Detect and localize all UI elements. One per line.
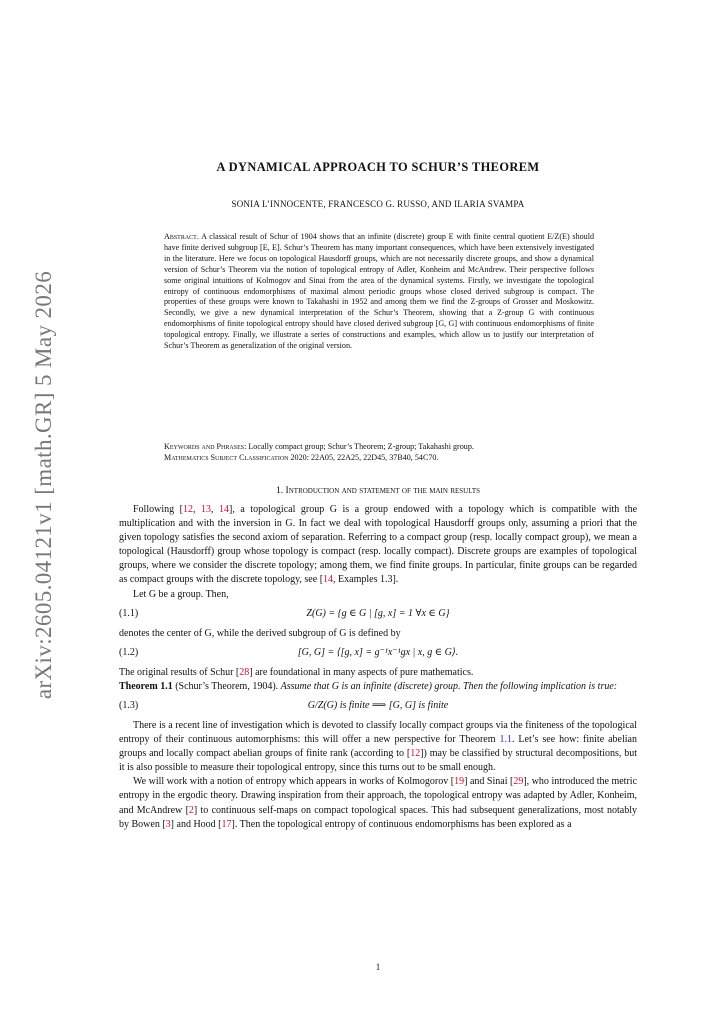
abstract-text: A classical result of Schur of 1904 shows that an infinite (discrete) group E with finite central quotient E/Z(E) should have finite derived subgroup [E, E]. Schur’s Theorem has many important consequences, which have been extensively investigated in the literature. Here we focus on topological Hausdorff groups, which are not necessarily discrete groups, and show a dynamical version of Schur’s Theorem via the notion of topological entropy of Adler, Konheim and McAndrew. Their perspective follows some original intuitions of Kolmogov and Sinai from the area of the dynamical systems. Firstly, we investigate the topological entropy of continuous endomorphisms of maximal almost periodic groups whose closed derived subgroup is compact. The properties of these groups were known to Takahashi in 1952 and among them we find the Z-groups of Grosser and Moskowitz. Secondly, we give a new dynamical interpretation of the Schur’s Theorem, showing that a Z-group G with continuous endomorphisms of finite topological entropy should have closed derived subgroup [G, G] with continuous endomorphisms of finite topological entropy. Finally, we illustrate a series of constructions and examples, which allow us to justify our interpretation of Schur’s Theorem as generalization of the original version. — [164, 232, 595, 351]
theorem-statement: Assume that G is an infinite (discrete) group. Then the following implication is true: — [280, 680, 618, 692]
equation-1-3 — [119, 696, 637, 717]
arxiv-identifier: arXiv:2605.04121v1 [math.GR] 5 May 2026 — [31, 270, 56, 700]
equation-number: (1.2) — [119, 647, 139, 659]
arxiv-sidebar — [22, 270, 66, 700]
paper-authors: SONIA L’INNOCENTE, FRANCESCO G. RUSSO, AND ILARIA SVAMPA — [231, 199, 525, 209]
msc-text: 22A05, 22A25, 22D45, 37B40, 54C70. — [310, 453, 439, 462]
citation-link[interactable]: 17 — [221, 818, 232, 830]
paragraph-3: denotes the center of G, while the derived subgroup of G is defined by — [119, 627, 401, 639]
paper-title: A DYNAMICAL APPROACH TO SCHUR’S THEOREM — [216, 160, 540, 174]
paragraph-2: Let G be a group. Then, — [133, 588, 229, 600]
theorem-ref-link[interactable]: 1.1 — [499, 734, 512, 746]
equation-formula: Z(G) = {g ∈ G | [g, x] = 1 ∀x ∈ G} — [306, 608, 450, 620]
citation-link[interactable]: 28 — [239, 666, 250, 678]
keywords-block — [164, 441, 594, 463]
keywords-label: Keywords and Phrases: — [164, 442, 247, 451]
citation-link[interactable]: 2 — [188, 804, 194, 816]
equation-number: (1.1) — [119, 608, 139, 620]
keywords — [164, 441, 594, 452]
paragraph-4: The original results of Schur [28] are foundational in many aspects of pure mathematics. — [119, 666, 474, 678]
msc — [164, 452, 594, 463]
theorem-1-1 — [119, 680, 637, 694]
citation-link[interactable]: 12 — [182, 504, 193, 515]
equation-number: (1.3) — [119, 700, 139, 712]
citation-link[interactable]: 13 — [201, 504, 212, 515]
msc-label: Mathematics Subject Classification 2020: — [164, 453, 309, 462]
theorem-attribution: (Schur’s Theorem, 1904). — [175, 680, 279, 692]
citation-link[interactable]: 29 — [513, 776, 524, 788]
citation-link[interactable]: 19 — [454, 776, 465, 788]
equation-1-2 — [119, 643, 637, 664]
citation-link[interactable]: 3 — [165, 818, 171, 830]
body-text — [119, 503, 637, 832]
paragraph-1: Following [12, 13, 14], a topological group G is a group endowed with a topology which is compatible with the multiplication and with the inversion in G. In fact we deal with topological Hausdorff groups only, assuming a priori that the given topology satisfies the second axiom of separation. Referring to a compact group (resp. locally compact group), we mean a topological (Hausdorff) group whose topology is compact (resp. locally compact). Discrete groups are examples of topological groups, where we consider the discrete topology; among them, we find finite groups. In particular, finite groups can be regarded as compact groups with the discrete topology, see [14, Examples 1.3]. — [119, 504, 638, 586]
equation-formula: [G, G] = ⟨[g, x] = g⁻¹x⁻¹gx | x, g ∈ G⟩. — [297, 647, 459, 659]
citation-link[interactable]: 14 — [323, 574, 334, 586]
equation-1-1 — [119, 604, 637, 625]
abstract — [164, 232, 594, 352]
citation-link[interactable]: 12 — [410, 748, 421, 760]
equation-formula: G/Z(G) is finite ⟹ [G, G] is finite — [307, 700, 449, 712]
page-number: 1 — [375, 962, 381, 972]
paragraph-5: There is a recent line of investigation which is devoted to classify locally compact groups via the finiteness of the topological entropy of their continuous automorphisms: this will offer a new perspective for Theorem 1.1. Let’s see how: finite abelian groups and locally compact abelian groups of finite rank (according to [12]) may be classified by structural decompositions, but it is also possible to measure their topological entropy, since this turns out to be small enough. — [119, 719, 637, 774]
paragraph-6: We will work with a notion of entropy which appears in works of Kolmogorov [19] and Sinai [29], who introduced the metric entropy in the ergodic theory. Drawing inspiration from their approach, the topological entropy was adapted by Adler, Konheim, and McAndrew [2] to continuous self-maps on compact topological spaces. This had subsequent generalizations, most notably by Bowen [3] and Hood [17]. Then the topological entropy of continuous endomorphisms has been explored as a — [119, 776, 638, 830]
abstract-label: Abstract. — [164, 232, 199, 241]
keywords-text: Locally compact group; Schur’s Theorem; Z-group; Takahashi group. — [248, 442, 474, 451]
theorem-label: Theorem 1.1 — [119, 680, 173, 692]
section-heading: 1. Introduction and statement of the main results — [275, 485, 481, 496]
citation-link[interactable]: 14 — [219, 504, 230, 515]
